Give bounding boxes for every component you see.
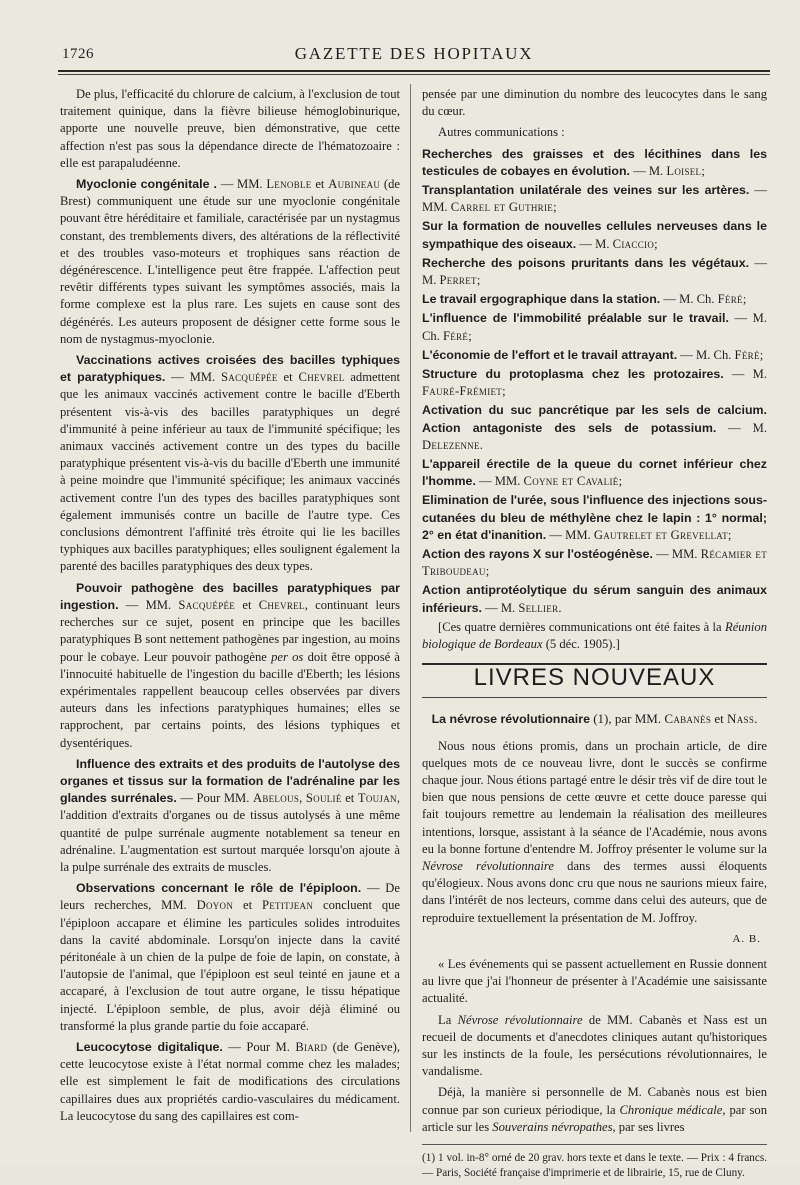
article-vaccinations (60, 352, 400, 576)
article-text: et (277, 370, 299, 385)
communication-authors: Sellier (518, 600, 559, 615)
section-header (422, 663, 767, 697)
communication-title: Sur la formation de nouvelles cellules nerveuses dans le sympathique des oiseaux. (422, 219, 767, 251)
communication-title: Transplantation unilatérale des veines sur les artères. (422, 183, 750, 198)
communication-title: Recherches des graisses et des lécithines dans les testicules de cobayes en évolution. (422, 146, 767, 178)
communication-title: Structure du protoplasma chez les protozaires. (422, 367, 724, 382)
communication-text: — M. (629, 163, 667, 178)
communication-title: Action des rayons X sur l'ostéogénèse. (422, 547, 653, 562)
communication-item (422, 546, 767, 580)
article-title: Influence des extraits et des produits de l'autolyse des organes et tissus sur la formation de l'adrénaline par les glandes surrénales. (60, 756, 400, 806)
article-leucocytose (60, 1039, 400, 1125)
communication-authors: Féré (443, 328, 469, 343)
quote-text: , par ses livres (612, 1119, 685, 1134)
article-text: — Pour MM. (176, 791, 253, 806)
author-name: Doyon (196, 898, 234, 913)
article-body: admettent que les animaux vaccinés activement contre le bacille d'Eberth présentent vis-à-vis des bacilles paratyphiques un degré d'immunité à peine inférieur au taux de l'immunité spécifique; les animaux vaccinés activement contre un des types du bacille paratyphique présentent vis-à-vis du bacille d'Eberth une immunité à peine moindre que l'immunité spécifique; les animaux vaccinés activement contre l'un des types des bacilles paratyphiques sont également immunisés contre un bacille de l'autre type. Ces conclusions démontrent l'affinité très étroite qui lie les bacilles typhiques aux bacilles paratyphiques; elles soulignent également la parenté des bacilles paratyphiques des deux types. (60, 370, 401, 574)
article-text: , (299, 791, 306, 806)
journal-title: GAZETTE DES HOPITAUX (294, 44, 534, 63)
header-rule-thin (58, 74, 770, 75)
article-body: , continuant leurs recherches sur ce sujet, posent en principe que les bacilles paratyphiques B sont nettement pathogènes par ingestion, au moins pour le cobaye. Leur pouvoir pathogène (60, 597, 401, 664)
author-name: Petitjean (261, 898, 314, 913)
book-title-text: . (754, 710, 758, 726)
communication-text: ; (502, 384, 506, 399)
communication-item (422, 402, 767, 454)
communication-title: Activation du suc pancrétique par les sels de calcium. Action antagoniste des sels de potassium. (422, 403, 767, 435)
author-name: Nass (727, 710, 755, 726)
article-italic: Souverains névropathes (492, 1119, 613, 1134)
article-text: et (235, 597, 259, 612)
quote-paragraph: « Les événements qui se passent actuellement en Russie donnent au livre que j'ai l'honneur de présenter à l'Académie une saisissante actualité. (422, 956, 767, 1006)
section-title: LIVRES NOUVEAUX (473, 664, 716, 692)
communication-text: ; (701, 163, 705, 178)
article-text: — MM. (118, 597, 179, 612)
communication-authors: Ciaccio (612, 236, 655, 251)
author-name: Chevrel (258, 597, 305, 612)
communication-item (422, 582, 767, 616)
communication-text: — M. (716, 420, 767, 435)
article-body: , l'addition d'extraits d'organes ou de tissus autolysés à une même quantité de pulpe surrénale augmente notablement sa teneur en adrénaline. L'augmentation est surtout marquée lorsqu'on ajoute à la pulpe surrénale des extraits de muscles. (60, 791, 400, 874)
article-text: — De leurs recherches, MM. (60, 881, 400, 913)
author-name: Chevrel (298, 370, 345, 385)
communication-item (422, 146, 767, 180)
communication-item (422, 218, 767, 252)
article-body: (de Genève), cette leucocytose existe à l'état normal comme chez les malades; elle est simplement le fait de modifications des circulations capillaires dues aux propriétés cardio-vasculaires du médicament. La leucocytose du sang des capillaires est com- (60, 1039, 400, 1123)
other-communications-intro: Autres communications : (438, 125, 565, 140)
header-rule (58, 70, 770, 72)
book-title-text: (1), par MM. (589, 710, 665, 726)
article-body: doit être opposé à l'innocuité habituelle de l'ingestion du bacille d'Eberth; les lésions expérimentales rappellent beaucoup celles observées par divers auteurs dans les infections paratyphiques humaines; elles se rapprochent, par certains points, des lésions typhiques et dysentériques. (60, 649, 401, 750)
communication-text: — M. Ch. (660, 292, 718, 307)
author-name: Sacquépée (220, 370, 278, 385)
quote-text: Déjà, la manière si personnelle de M. Cabanès nous est bien connue par son curieux périodique, la (422, 1085, 767, 1117)
communication-authors: Loisel (666, 163, 702, 178)
article-myoclonie (60, 176, 400, 348)
quote-paragraph (422, 1084, 767, 1136)
footnote: (1) 1 vol. in-8° orné de 20 grav. hors texte et dans le texte. — Prix : 4 francs. — Paris, Société française d'imprimerie et de librairie, 15, rue de Cluny. (422, 1151, 767, 1179)
author-name: Aubineau (328, 177, 381, 192)
communication-text: ; (476, 273, 481, 288)
review-paragraph (422, 738, 767, 927)
article-body: (de Brest) communiquent une étude sur une myoclonie congénitale pouvant être héréditaire et familiale, caractérisée par un nystagmus constant, des tremblements divers, des altérations de la réflectivité et des troubles vaso-moteurs et trophiques sans réaction de dégénérescence. L'intelligence peut être frappée. L'affection peut revêtir différents types suivant les symptômes associés, mais la forme complexe est la plus rare. Les sujets en cause sont des dégénérés. Les auteurs proposent de désigner cette forme sous le nom de nystagmus-myoclonie. (60, 177, 401, 346)
communication-text: ; (759, 347, 764, 362)
communication-text: ; (742, 292, 747, 307)
communication-authors: Féré (717, 292, 743, 307)
communication-authors: Delezenne (422, 437, 480, 452)
page-number: 1726 (62, 46, 94, 62)
page-header (58, 40, 770, 70)
book-name-italic: Névrose révolutionnaire (457, 1012, 583, 1027)
author-name: Biard (295, 1039, 328, 1054)
bordeaux-note (422, 619, 767, 653)
communication-title: Recherche des poisons pruritants dans les végétaux. (422, 255, 750, 270)
communication-item (422, 291, 767, 308)
communication-item (422, 366, 767, 400)
communication-text: — M. Ch. (422, 311, 767, 343)
article-text: — MM. (165, 370, 221, 385)
communication-title: L'influence de l'immobilité préalable sur le travail. (422, 311, 729, 326)
communication-text: ; (654, 236, 658, 251)
communication-title: Elimination de l'urée, sous l'influence des injections sous-cutanées du bleu de méthylène chez le lapin : 1° normal; 2° en état d'inanition. (422, 493, 767, 542)
article-pouvoir-pathogene (60, 580, 400, 752)
note-text: [Ces quatre dernières communications ont été faites à la (438, 619, 726, 634)
quote-text: , par son article sur les (422, 1102, 767, 1134)
communication-text: — M. (481, 600, 519, 615)
author-name: Abelous (252, 791, 300, 806)
communication-item (422, 456, 767, 490)
communication-title: Le travail ergographique dans la station. (422, 292, 661, 307)
author-name: Cabanès (664, 710, 712, 726)
quote-paragraph (422, 1012, 767, 1081)
column-divider (410, 84, 411, 1132)
article-title: Vaccinations actives croisées des bacilles typhiques et paratyphiques. (60, 353, 400, 385)
communication-title: L'économie de l'effort et le travail attrayant. (422, 347, 678, 362)
article-text: — MM. (216, 177, 267, 192)
communication-text: ; (485, 564, 490, 579)
right-column (422, 86, 767, 1185)
communication-authors: Féré (734, 347, 760, 362)
book-title: La névrose révolutionnaire (431, 711, 590, 726)
communication-text: — M. (576, 236, 613, 251)
review-text: Nous nous étions promis, dans un prochain article, de dire quelques mots de ce nouveau livre, dont le succès se confirme chaque jour. Nous étions partagé entre le désir très vif de dire tout le bien que nous pensions de cette œuvre et cette douce paresse qui fait toujours remettre au lendemain la réalisation des meilleures intentions, lorsque, assistant à la séance de l'Académie, nous avons eu la bonne fortune d'entendre M. Joffroy présenter le volume sur la (422, 738, 767, 856)
note-text: (5 déc. 1905).] (542, 637, 620, 652)
communication-item (422, 492, 767, 544)
article-text: et (341, 791, 358, 806)
communication-text: ; (727, 527, 732, 542)
author-name: Soulié (305, 791, 342, 806)
quote-text: La (438, 1012, 458, 1027)
communication-text: — M. (723, 367, 767, 382)
footnote-rule (422, 1144, 767, 1145)
communication-item (422, 182, 767, 216)
communication-item (422, 310, 767, 344)
communication-text: . (558, 600, 562, 615)
communication-authors: Perret (439, 273, 477, 288)
italic-term: per os (271, 649, 304, 664)
article-text: — Pour M. (222, 1039, 296, 1054)
book-name-italic: Névrose révolutionnaire (422, 858, 554, 873)
article-title: Pouvoir pathogène des bacilles paratyphiques par ingestion. (60, 580, 400, 612)
communication-text: — MM. (652, 547, 701, 562)
review-signature: A. B. (732, 932, 761, 945)
paragraph-calcium: De plus, l'efficacité du chlorure de calcium, à l'exclusion de tout traitement quinique, dans la fièvre bilieuse hémoglobinurique, apporte une nouvelle preuve, bien démonstrative, que cette affection n'est pas sous la dépendance directe de l'hématozoaire : elle est parapaludéenne. (60, 87, 400, 170)
author-name: Sacquépée (178, 597, 236, 612)
communication-text: — M. (422, 255, 767, 288)
communication-title: L'appareil érectile de la queue du cornet inférieur chez l'homme. (422, 457, 767, 489)
article-adrenaline (60, 756, 400, 876)
book-title-text: et (711, 710, 728, 726)
communication-text: — MM. (422, 183, 767, 215)
continuation-text: pensée par une diminution du nombre des leucocytes dans le sang du cœur. (422, 87, 767, 119)
book-title-line (422, 710, 767, 728)
communication-authors: Carrel et Guthrie (450, 200, 554, 215)
note-italic: Réunion biologique de Bordeaux (422, 619, 767, 652)
communication-text: ; (618, 474, 623, 489)
left-column (60, 86, 400, 1129)
periodical-italic: Chronique médicale (619, 1102, 723, 1117)
author-name: Toujan (357, 791, 397, 806)
communication-text: ; (468, 328, 472, 343)
communication-text: — M. Ch. (677, 347, 735, 362)
article-body: concluent que l'épiploon accapare et élimine les particules solides introduites dans la cavité abdominale. Lorsqu'on injecte dans la cavité péritonéale à un chien de la pulpe de foie de lapin, on constate, à l'autopsie de l'animal, que l'épiploon est seul teinté en jaune et a accaparé, à l'exclusion de tout autre organe, le tissu hépatique injecté. L'épiploon semble, de plus, avoir déjà éliminé ou transformé la plus grande partie du foie accaparé. (60, 898, 400, 1033)
author-name: Lenoble (266, 177, 312, 192)
communication-text: . (479, 437, 483, 452)
article-epiploon (60, 880, 400, 1035)
quote-text: de MM. Cabanès et Nass est un recueil de documents et d'anecdotes cliniques autant qu'historiques sur les instincts de la foule, les persécutions révolutionnaires, le vandalisme. (422, 1012, 767, 1079)
communication-text: ; (553, 200, 557, 215)
communication-authors: Coyne et Cavalié (523, 474, 619, 489)
communication-authors: Fauré-Frémiet (422, 384, 503, 399)
article-text: et (311, 177, 329, 192)
article-title: Myoclonie congénitale . (76, 177, 217, 192)
communication-text: — MM. (475, 474, 524, 489)
communication-text: — MM. (546, 527, 594, 542)
communication-title: Action antiprotéolytique du sérum sanguin des animaux inférieurs. (422, 583, 767, 615)
communication-item (422, 347, 767, 364)
article-text: et (233, 898, 262, 913)
communication-authors: Gautrelet et Grevellat (593, 527, 728, 542)
communications-list (422, 146, 767, 617)
communication-authors: Récamier et Triboudeau (422, 547, 768, 579)
communication-item (422, 255, 767, 289)
article-title: Observations concernant le rôle de l'épiploon. (76, 881, 362, 896)
review-text: dans des termes aussi éloquents qu'élogieux. Nous avons donc cru que nous ne saurions mieux faire, dans l'intérêt de nos lecteurs, comme dans celui des auteurs, que de reproduire textuellement la présentation de M. Joffroy. (422, 858, 767, 925)
article-title: Leucocytose digitalique. (76, 1039, 223, 1054)
